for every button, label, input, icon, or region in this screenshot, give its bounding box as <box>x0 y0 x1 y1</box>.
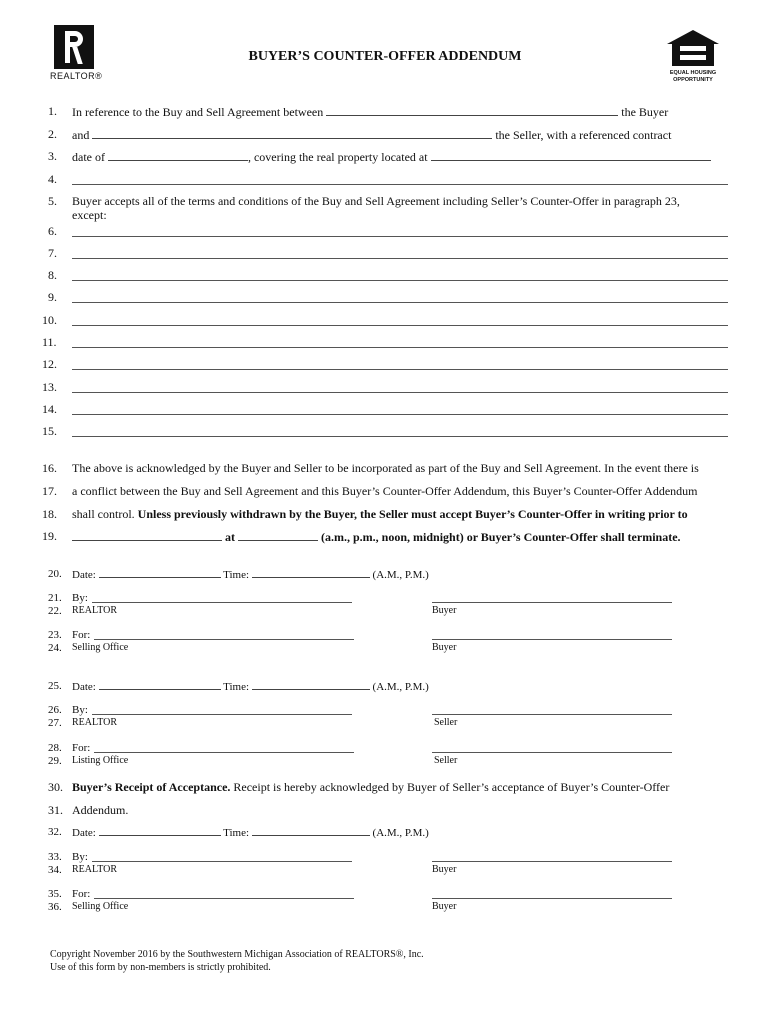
realtor-label: REALTOR <box>72 864 118 875</box>
time-field[interactable] <box>252 824 370 836</box>
for-label: For: <box>72 888 91 900</box>
line-number: 27. <box>48 717 62 729</box>
realtor-signature-line[interactable] <box>92 861 352 862</box>
office-line[interactable] <box>94 752 354 753</box>
office-line[interactable] <box>94 898 354 899</box>
seller-label: Seller <box>434 717 458 728</box>
seller-name-field[interactable] <box>92 127 492 139</box>
for-label: For: <box>72 742 91 754</box>
buyer-label: Buyer <box>432 642 457 653</box>
listing-office-label: Listing Office <box>72 755 129 766</box>
for-label: For: <box>72 629 91 641</box>
line-number: 18. <box>42 507 57 521</box>
blank-line-8[interactable] <box>72 280 728 281</box>
line-number: 3. <box>48 149 57 163</box>
line-number: 30. <box>48 780 63 794</box>
line-number: 31. <box>48 803 63 817</box>
blank-line-12[interactable] <box>72 369 728 370</box>
line-number: 5. <box>48 194 57 208</box>
line-17-text: a conflict between the Buy and Sell Agreement and this Buyer’s Counter-Offer Addendum, this Buyer’s Counter-Offer Addendum <box>72 484 698 498</box>
selling-office-label: Selling Office <box>72 642 129 653</box>
line-number: 36. <box>48 901 62 913</box>
line-number: 7. <box>48 246 57 260</box>
line-30-text: Buyer’s Receipt of Acceptance. Receipt is hereby acknowledged by Buyer of Seller’s acceptance of Buyer’s Counter-Offer <box>72 780 670 794</box>
deadline-date-field[interactable] <box>72 529 222 541</box>
line-number: 28. <box>48 742 62 754</box>
line-number: 34. <box>48 864 62 876</box>
line-number: 8. <box>48 268 57 282</box>
date-time-row-3: Date: Time: (A.M., P.M.) <box>72 824 429 840</box>
line-16-text: The above is acknowledged by the Buyer and Seller to be incorporated as part of the Buy and Sell Agreement. In the event there is <box>72 461 699 475</box>
line-number: 10. <box>42 313 57 327</box>
page-title: BUYER’S COUNTER-OFFER ADDENDUM <box>248 49 522 64</box>
usage-notice: Use of this form by non-members is strictly prohibited. <box>50 962 271 973</box>
realtor-signature-line[interactable] <box>92 602 352 603</box>
date-field[interactable] <box>99 678 221 690</box>
line-3-text: date of , covering the real property located at <box>72 149 711 164</box>
line-number: 32. <box>48 826 62 838</box>
line-number: 1. <box>48 104 57 118</box>
equal-housing-icon <box>665 28 721 68</box>
line-number: 4. <box>48 172 57 186</box>
line-number: 20. <box>48 568 62 580</box>
line-number: 23. <box>48 629 62 641</box>
line-number: 26. <box>48 704 62 716</box>
line-number: 2. <box>48 127 57 141</box>
by-label: By: <box>72 704 88 716</box>
line-number: 29. <box>48 755 62 767</box>
line-number: 12. <box>42 357 57 371</box>
selling-office-label: Selling Office <box>72 901 129 912</box>
realtor-label: REALTOR <box>72 605 118 616</box>
seller-signature-line[interactable] <box>432 752 672 753</box>
blank-line-10[interactable] <box>72 325 728 326</box>
line-number: 24. <box>48 642 62 654</box>
line-5-text: Buyer accepts all of the terms and conditions of the Buy and Sell Agreement including Seller’s Counter-Offer in paragraph 23, <box>72 194 680 208</box>
line-number: 21. <box>48 592 62 604</box>
line-number: 9. <box>48 290 57 304</box>
buyer-label: Buyer <box>432 901 457 912</box>
contract-date-field[interactable] <box>108 149 248 161</box>
blank-line-11[interactable] <box>72 347 728 348</box>
line-number: 22. <box>48 605 62 617</box>
line-number: 25. <box>48 680 62 692</box>
by-label: By: <box>72 592 88 604</box>
buyer-label: Buyer <box>432 864 457 875</box>
line-number: 6. <box>48 224 57 238</box>
office-line[interactable] <box>94 639 354 640</box>
time-field[interactable] <box>252 566 370 578</box>
line-31-text: Addendum. <box>72 803 129 817</box>
equal-housing-logo: EQUAL HOUSING OPPORTUNITY <box>664 28 722 92</box>
blank-line-6[interactable] <box>72 236 728 237</box>
line-number: 14. <box>42 402 57 416</box>
buyer-name-field[interactable] <box>326 104 618 116</box>
date-time-row-2: Date: Time: (A.M., P.M.) <box>72 678 429 694</box>
time-field[interactable] <box>252 678 370 690</box>
by-label: By: <box>72 851 88 863</box>
buyer-signature-line[interactable] <box>432 898 672 899</box>
line-1-text: In reference to the Buy and Sell Agreement between the Buyer <box>72 105 669 119</box>
line-number: 35. <box>48 888 62 900</box>
blank-line-14[interactable] <box>72 414 728 415</box>
buyer-signature-line[interactable] <box>432 639 672 640</box>
deadline-time-field[interactable] <box>238 529 318 541</box>
buyer-signature-line[interactable] <box>432 861 672 862</box>
line-number: 16. <box>42 461 57 475</box>
realtor-signature-line[interactable] <box>92 714 352 715</box>
line-number: 19. <box>42 529 57 543</box>
blank-line-9[interactable] <box>72 302 728 303</box>
property-address-field[interactable] <box>431 149 711 161</box>
blank-line-4[interactable] <box>72 184 728 185</box>
line-number: 11. <box>42 335 57 349</box>
copyright-text: Copyright November 2016 by the Southwestern Michigan Association of REALTORS®, Inc. <box>50 949 424 960</box>
line-number: 17. <box>42 484 57 498</box>
line-number: 15. <box>42 424 57 438</box>
realtor-label: REALTOR <box>72 717 118 728</box>
line-19-text: at (a.m., p.m., noon, midnight) or Buyer’s Counter-Offer shall terminate. <box>72 529 681 544</box>
seller-label: Seller <box>434 755 458 766</box>
date-field[interactable] <box>99 824 221 836</box>
line-5-except: except: <box>72 208 107 222</box>
buyer-signature-line[interactable] <box>432 602 672 603</box>
seller-signature-line[interactable] <box>432 714 672 715</box>
line-number: 33. <box>48 851 62 863</box>
buyer-label: Buyer <box>432 605 457 616</box>
blank-line-7[interactable] <box>72 258 728 259</box>
line-18-text: shall control. Unless previously withdrawn by the Buyer, the Seller must accept Buyer’s Counter-Offer in writing prior to <box>72 507 688 521</box>
date-field[interactable] <box>99 566 221 578</box>
date-time-row-1: Date: Time: (A.M., P.M.) <box>72 566 429 582</box>
blank-line-15[interactable] <box>72 436 728 437</box>
blank-line-13[interactable] <box>72 392 728 393</box>
line-number: 13. <box>42 380 57 394</box>
line-2-text: and the Seller, with a referenced contract <box>72 128 672 142</box>
realtor-logo-text: REALTOR® <box>50 71 103 81</box>
